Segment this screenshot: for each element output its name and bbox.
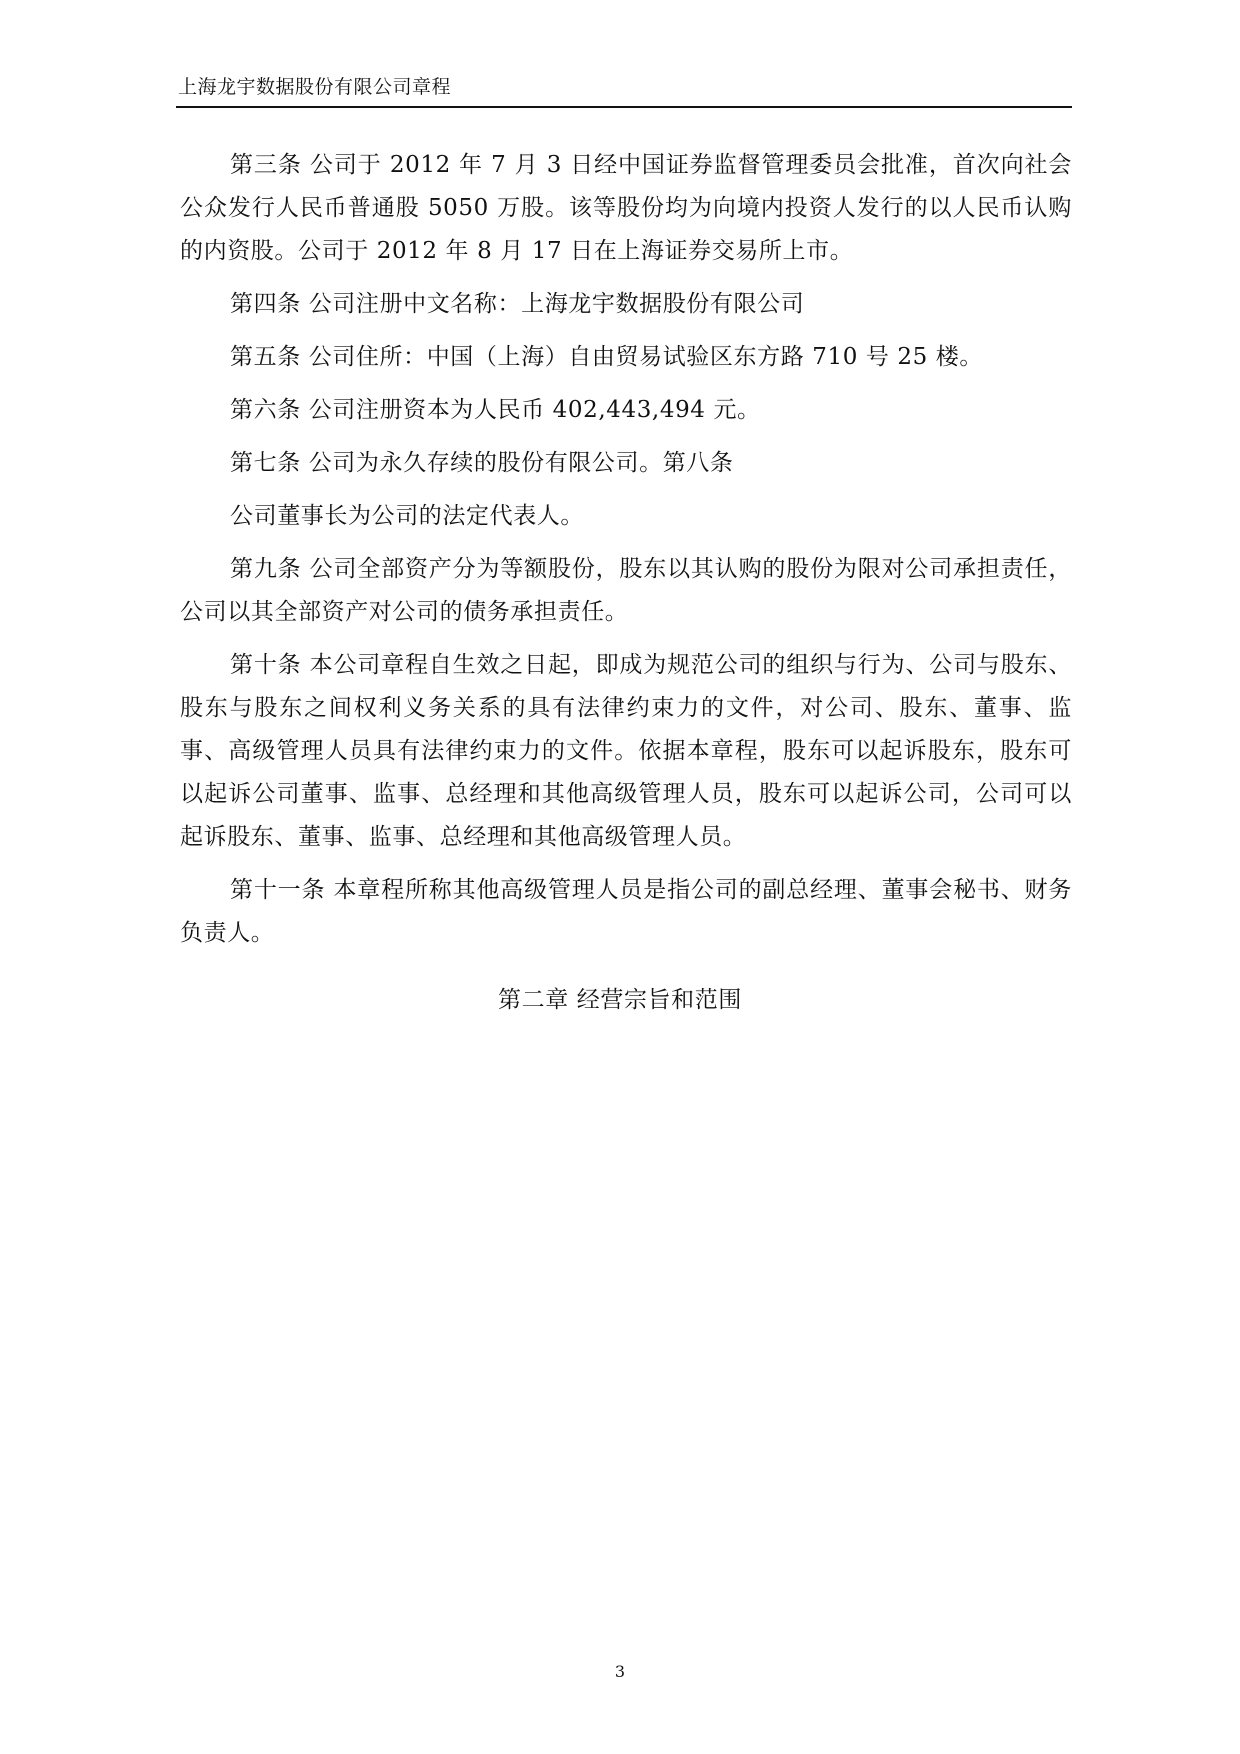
article-7-8: 第七条 公司为永久存续的股份有限公司。第八条 — [230, 450, 734, 476]
page-number: 3 — [614, 1662, 626, 1681]
article-9: 第九条 公司全部资产分为等额股份，股东以其认购的股份为限对公司承担责任，公司以其全部资产对公司的债务承担责任。 — [180, 556, 1072, 625]
article-5: 第五条 公司住所：中国（上海）自由贸易试验区东方路 710 号 25 楼。 — [230, 344, 983, 370]
article-4: 第四条 公司注册中文名称：上海龙宇数据股份有限公司 — [230, 291, 805, 317]
header-title: 上海龙宇数据股份有限公司章程 — [178, 76, 452, 98]
document-body — [180, 144, 1072, 965]
article-6: 第六条 公司注册资本为人民币 402,443,494 元。 — [230, 397, 761, 423]
article-11: 第十一条 本章程所称其他高级管理人员是指公司的副总经理、董事会秘书、财务负责人。 — [180, 877, 1072, 946]
article-10: 第十条 本公司章程自生效之日起，即成为规范公司的组织与行为、公司与股东、股东与股东之间权利义务关系的具有法律约束力的文件，对公司、股东、董事、监事、高级管理人员具有法律约束力的文件。依据本章程，股东可以起诉股东，股东可以起诉公司董事、监事、总经理和其他高级管理人员，股东可以起诉公司，公司可以起诉股东、董事、监事、总经理和其他高级管理人员。 — [180, 652, 1072, 850]
page-header — [176, 74, 1072, 108]
article-3: 第三条 公司于 2012 年 7 月 3 日经中国证券监督管理委员会批准，首次向社会公众发行人民币普通股 5050 万股。该等股份均为向境内投资人发行的以人民币认购的内资股。公司于 2012 年 8 月 17 日在上海证券交易所上市。 — [180, 152, 1072, 264]
article-8-body: 公司董事长为公司的法定代表人。 — [230, 503, 584, 529]
chapter-title: 第二章 经营宗旨和范围 — [498, 987, 742, 1013]
